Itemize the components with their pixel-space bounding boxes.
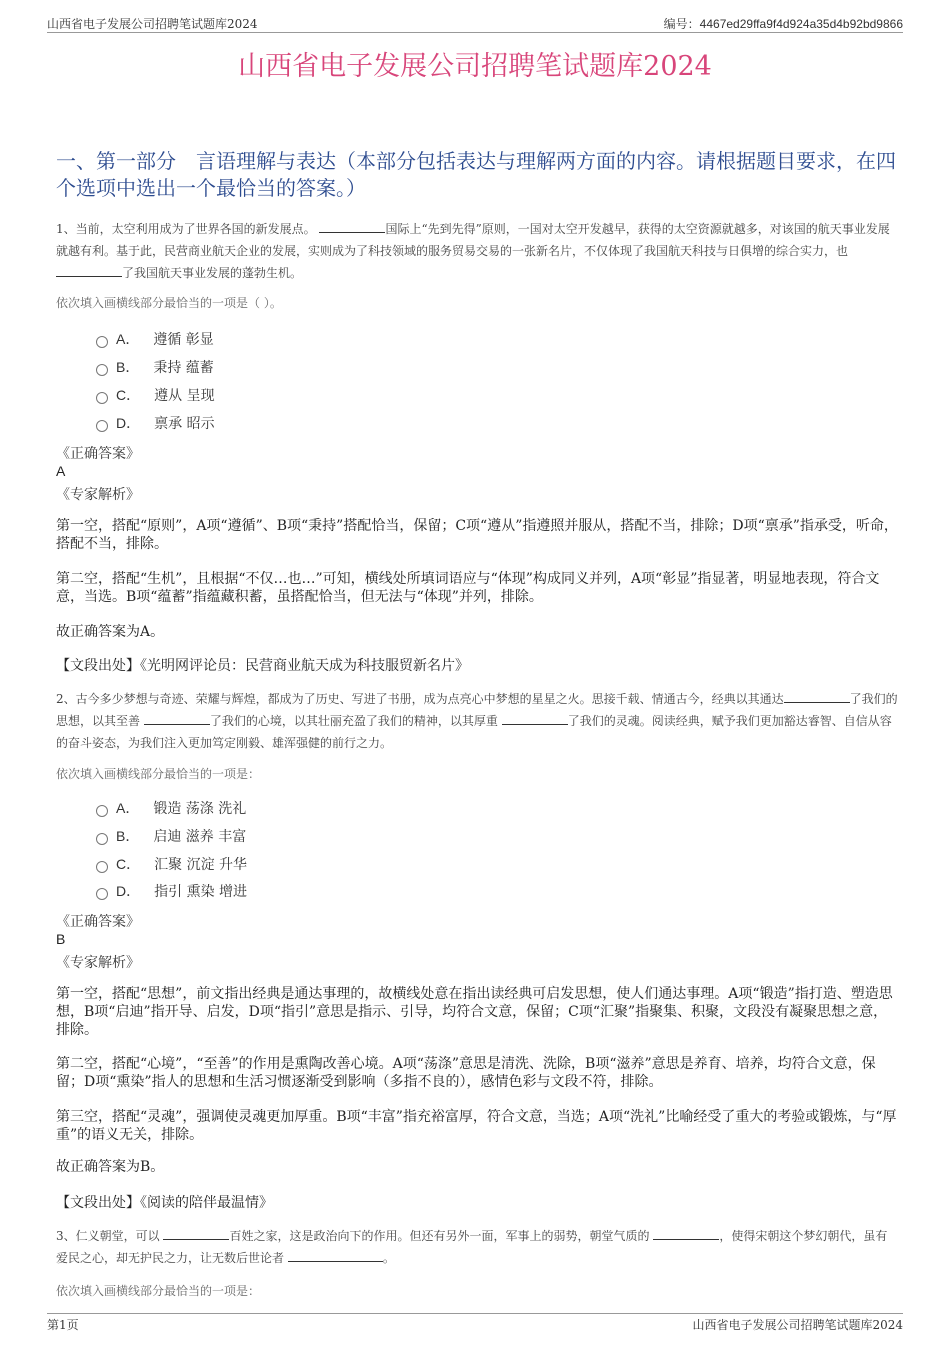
blank-line (163, 1225, 229, 1240)
q2-analysis-p3: 第三空，搭配“灵魂”，强调使灵魂更加厚重。B项“丰富”指充裕富厚，符合文意，当选；A项“洗礼”比喻经受了重大的考验或锻炼，与“厚重”的语义无关，排除。 (56, 1109, 897, 1143)
question-1-prompt: 依次填入画横线部分最恰当的一项是（ ）。 (56, 296, 282, 310)
q1-answer-label: 《正确答案》 (56, 446, 140, 462)
q2-analysis-label: 《专家解析》 (56, 955, 140, 971)
radio-icon[interactable] (96, 861, 108, 873)
blank-line (319, 218, 385, 233)
q1-option-c[interactable]: C． 遵从 呈现 (96, 385, 215, 405)
q2-answer: B (56, 931, 66, 947)
q2-option-c[interactable]: C． 汇聚 沉淀 升华 (96, 854, 247, 874)
q2-option-d[interactable]: D． 指引 熏染 增进 (96, 881, 247, 901)
blank-line (784, 688, 850, 703)
blank-line (502, 710, 568, 725)
blank-line (653, 1225, 719, 1240)
q2-option-b[interactable]: B． 启迪 滋养 丰富 (96, 826, 246, 846)
q1-option-b[interactable]: B． 秉持 蕴蓄 (96, 357, 214, 377)
q2-source: 【文段出处】《阅读的陪伴最温情》 (56, 1195, 273, 1211)
page-title: 山西省电子发展公司招聘笔试题库2024 (238, 51, 712, 82)
section-heading: 一、第一部分 言语理解与表达（本部分包括表达与理解两方面的内容。请根据题目要求，在四个选项中选出一个最恰当的答案。） (56, 149, 896, 200)
radio-icon[interactable] (96, 888, 108, 900)
question-2-prompt: 依次填入画横线部分最恰当的一项是： (56, 767, 261, 781)
page-header (47, 14, 903, 33)
question-3-text: 3、仁义朝堂，可以 百姓之家，这是政治向下的作用。但还有另外一面，军事上的弱势，朝堂气质的 ，使得宋朝这个梦幻朝代，虽有爱民之心，却无护民之力，让无数后世论者 。 (56, 1225, 898, 1269)
q1-analysis-label: 《专家解析》 (56, 487, 140, 503)
q1-source: 【文段出处】《光明网评论员：民营商业航天成为科技服贸新名片》 (56, 658, 469, 674)
question-2-text: 2、古今多少梦想与奇迹、荣耀与辉煌，都成为了历史、写进了书册，成为点亮心中梦想的星星之火。思接千载、情通古今，经典以其通达 了我们的思想，以其至善 了我们的心境，以其壮丽充盈了我们的精神，以其厚重 了我们的灵魂。阅读经典，赋予我们更加豁达睿智、自信从容的奋斗姿态，为我们注入更加笃定刚毅、雄浑强健的前行之力。 (56, 688, 898, 754)
header-doc-title: 山西省电子发展公司招聘笔试题库2024 (47, 17, 258, 31)
radio-icon[interactable] (96, 336, 108, 348)
question-1-text: 1、当前，太空利用成为了世界各国的新发展点。 国际上“先到先得”原则，一国对太空开发越早，获得的太空资源就越多，对该国的航天事业发展就越有利。基于此，民营商业航天企业的发展，实则成为了科技领域的服务贸易交易的一张新名片，不仅体现了我国航天科技与日俱增的综合实力，也 了我国航天事业发展的蓬勃生机。 (56, 218, 898, 284)
header-doc-code: 编号：4467ed29ffa9f4d924a35d4b92bd9866 (663, 17, 903, 31)
q1-analysis-p1: 第一空，搭配“原则”，A项“遵循”、B项“秉持”搭配恰当，保留；C项“遵从”指遵照并服从，搭配不当，排除；D项“禀承”指承受，听命，搭配不当，排除。 (56, 518, 898, 552)
q2-analysis-p1: 第一空，搭配“思想”，前文指出经典是通达事理的，故横线处意在指出读经典可启发思想，使人们通达事理。A项“锻造”指打造、塑造思想，B项“启迪”指开导、启发，D项“指引”意思是指示、引导，均符合文意，保留；C项“汇聚”指聚集、积聚，文段没有凝聚思想之意，排除。 (56, 986, 893, 1038)
blank-line (56, 262, 122, 277)
radio-icon[interactable] (96, 420, 108, 432)
q2-conclusion: 故正确答案为B。 (56, 1159, 165, 1175)
page-footer (47, 1313, 903, 1332)
radio-icon[interactable] (96, 364, 108, 376)
blank-line (144, 710, 210, 725)
blank-line (288, 1247, 383, 1262)
q1-option-a[interactable]: A． 遵循 彰显 (96, 329, 214, 349)
q2-analysis-p2: 第二空，搭配“心境”，“至善”的作用是熏陶改善心境。A项“荡涤”意思是清洗、洗除，B项“滋养”意思是养育、培养，均符合文意，保留；D项“熏染”指人的思想和生活习惯逐渐受到影响（多指不良的），感情色彩与文段不符，排除。 (56, 1056, 876, 1090)
q2-option-a[interactable]: A． 锻造 荡涤 洗礼 (96, 798, 246, 818)
page-number: 第1页 (47, 1318, 79, 1332)
question-3-prompt: 依次填入画横线部分最恰当的一项是： (56, 1284, 261, 1298)
q2-answer-label: 《正确答案》 (56, 914, 140, 930)
radio-icon[interactable] (96, 392, 108, 404)
q1-conclusion: 故正确答案为A。 (56, 624, 165, 640)
radio-icon[interactable] (96, 833, 108, 845)
footer-doc-title: 山西省电子发展公司招聘笔试题库2024 (692, 1318, 903, 1332)
q1-analysis-p2: 第二空，搭配“生机”，且根据“不仅…也…”可知，横线处所填词语应与“体现”构成同义并列，A项“彰显”指显著，明显地表现，符合文意，当选。B项“蕴蓄”指蕴藏积蓄，虽搭配恰当，但无法与“体现”并列，排除。 (56, 571, 880, 605)
q1-answer: A (56, 463, 66, 479)
radio-icon[interactable] (96, 805, 108, 817)
q1-option-d[interactable]: D． 禀承 昭示 (96, 413, 215, 433)
